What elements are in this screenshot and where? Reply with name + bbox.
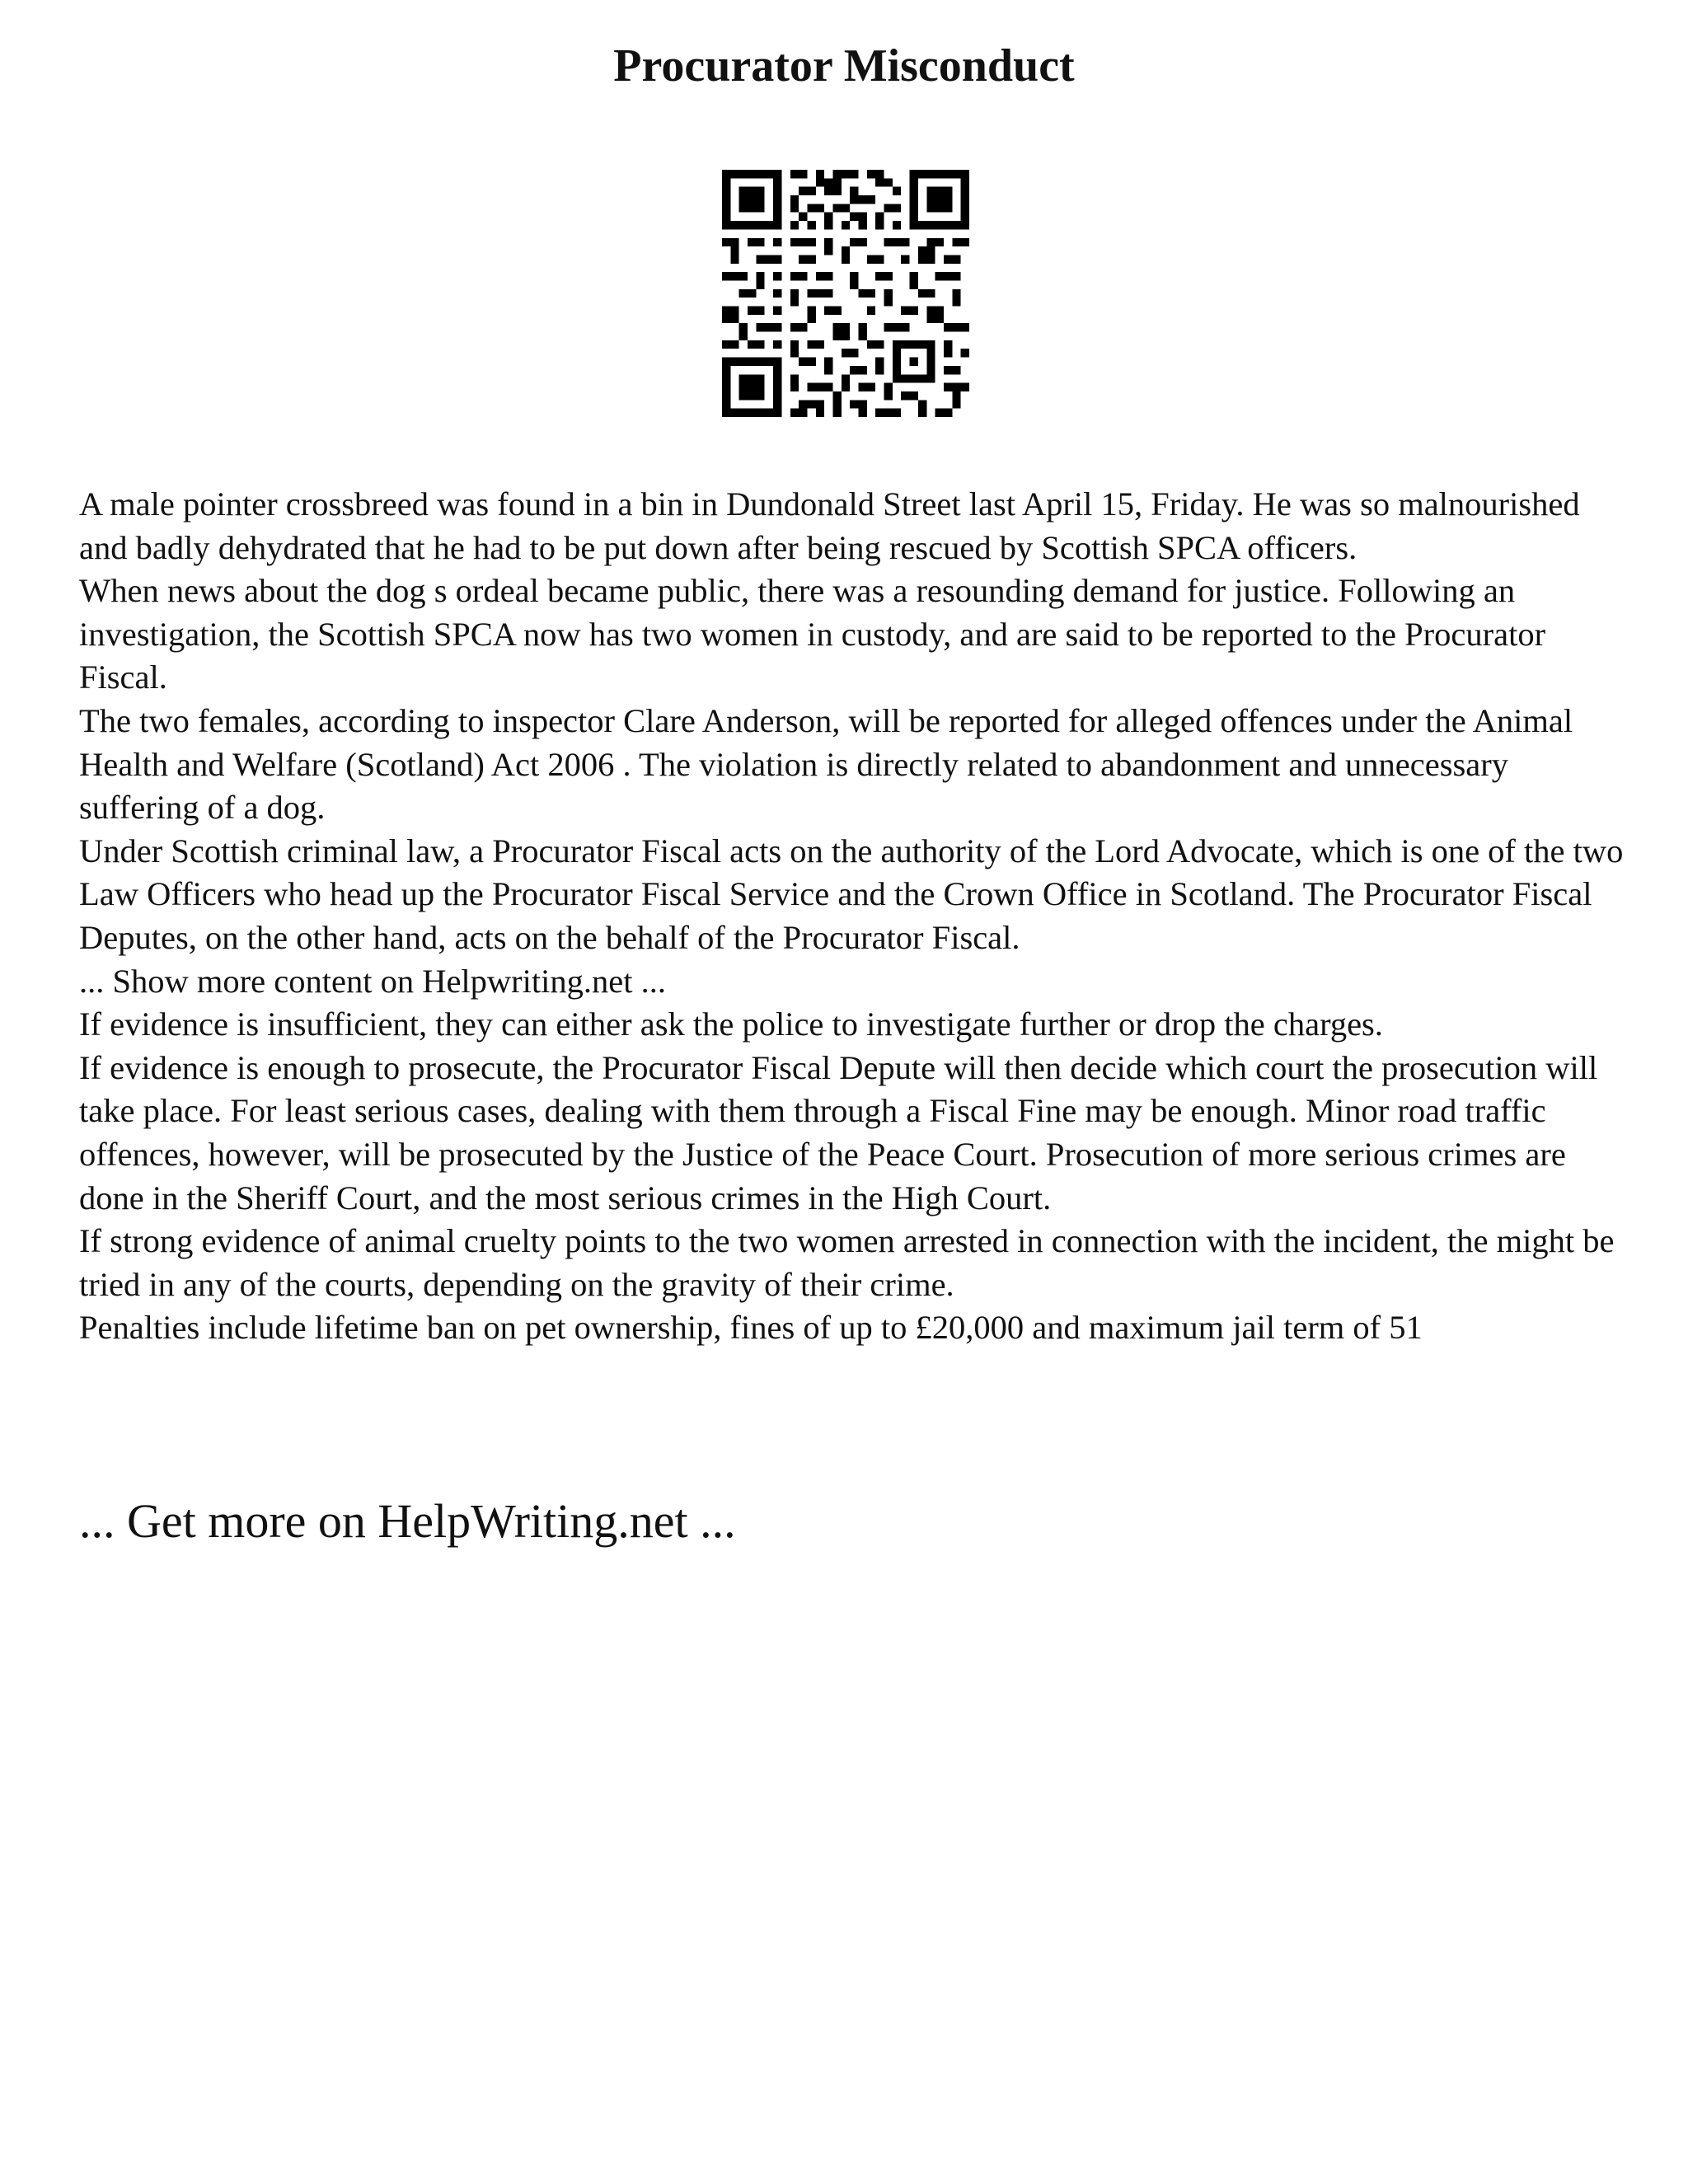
paragraph: The two females, according to inspector Clare Anderson, will be reported for alleged offences under the Animal Health and Welfare (Scotland) Act 2006 . The violation is directly related to abandonment and unnecessary suffering of a dog.	[79, 701, 1573, 827]
paragraph: If evidence is enough to prosecute, the Procurator Fiscal Depute will then decide which court the prosecution will take place. For least serious cases, dealing with them through a Fiscal Fine may be enough. Minor road traffic offences, however, will be prosecuted by the Justice of the Peace Court. Prosecution of more serious crimes are done in the Sheriff Court, and the most serious crimes in the High Court.	[79, 1048, 1598, 1216]
paragraph: Under Scottish criminal law, a Procurator Fiscal acts on the authority of the Lord Advocate, which is one of the two Law Officers who head up the Procurator Fiscal Service and the Crown Office in Scotland. The Procurator Fiscal Deputes, on the other hand, acts on the behalf of the Procurator Fiscal.	[79, 832, 1624, 956]
paragraph: Penalties include lifetime ban on pet ownership, fines of up to £20,000 and maximum jail term of 51	[79, 1309, 1423, 1347]
page-title: Procurator Misconduct	[613, 40, 1075, 91]
article-body	[79, 483, 1629, 1350]
paragraph: When news about the dog s ordeal became public, there was a resounding demand for justice. Following an investigation, the Scottish SPCA now has two women in custody, and are said to be reported to the Procurator Fiscal.	[79, 572, 1546, 696]
qr-code-icon	[722, 170, 969, 417]
show-more-link[interactable]: ... Show more content on Helpwriting.net ...	[79, 962, 667, 1000]
paragraph: A male pointer crossbreed was found in a bin in Dundonald Street last April 15, Friday. He was so malnourished and badly dehydrated that he had to be put down after being rescued by Scottish SPCA officers.	[79, 485, 1580, 566]
get-more-link[interactable]: ... Get more on HelpWriting.net ...	[79, 1494, 736, 1548]
paragraph: If evidence is insufficient, they can either ask the police to investigate further or drop the charges.	[79, 1005, 1383, 1043]
paragraph: If strong evidence of animal cruelty points to the two women arrested in connection with the incident, the might be tried in any of the courts, depending on the gravity of their crime.	[79, 1222, 1615, 1303]
